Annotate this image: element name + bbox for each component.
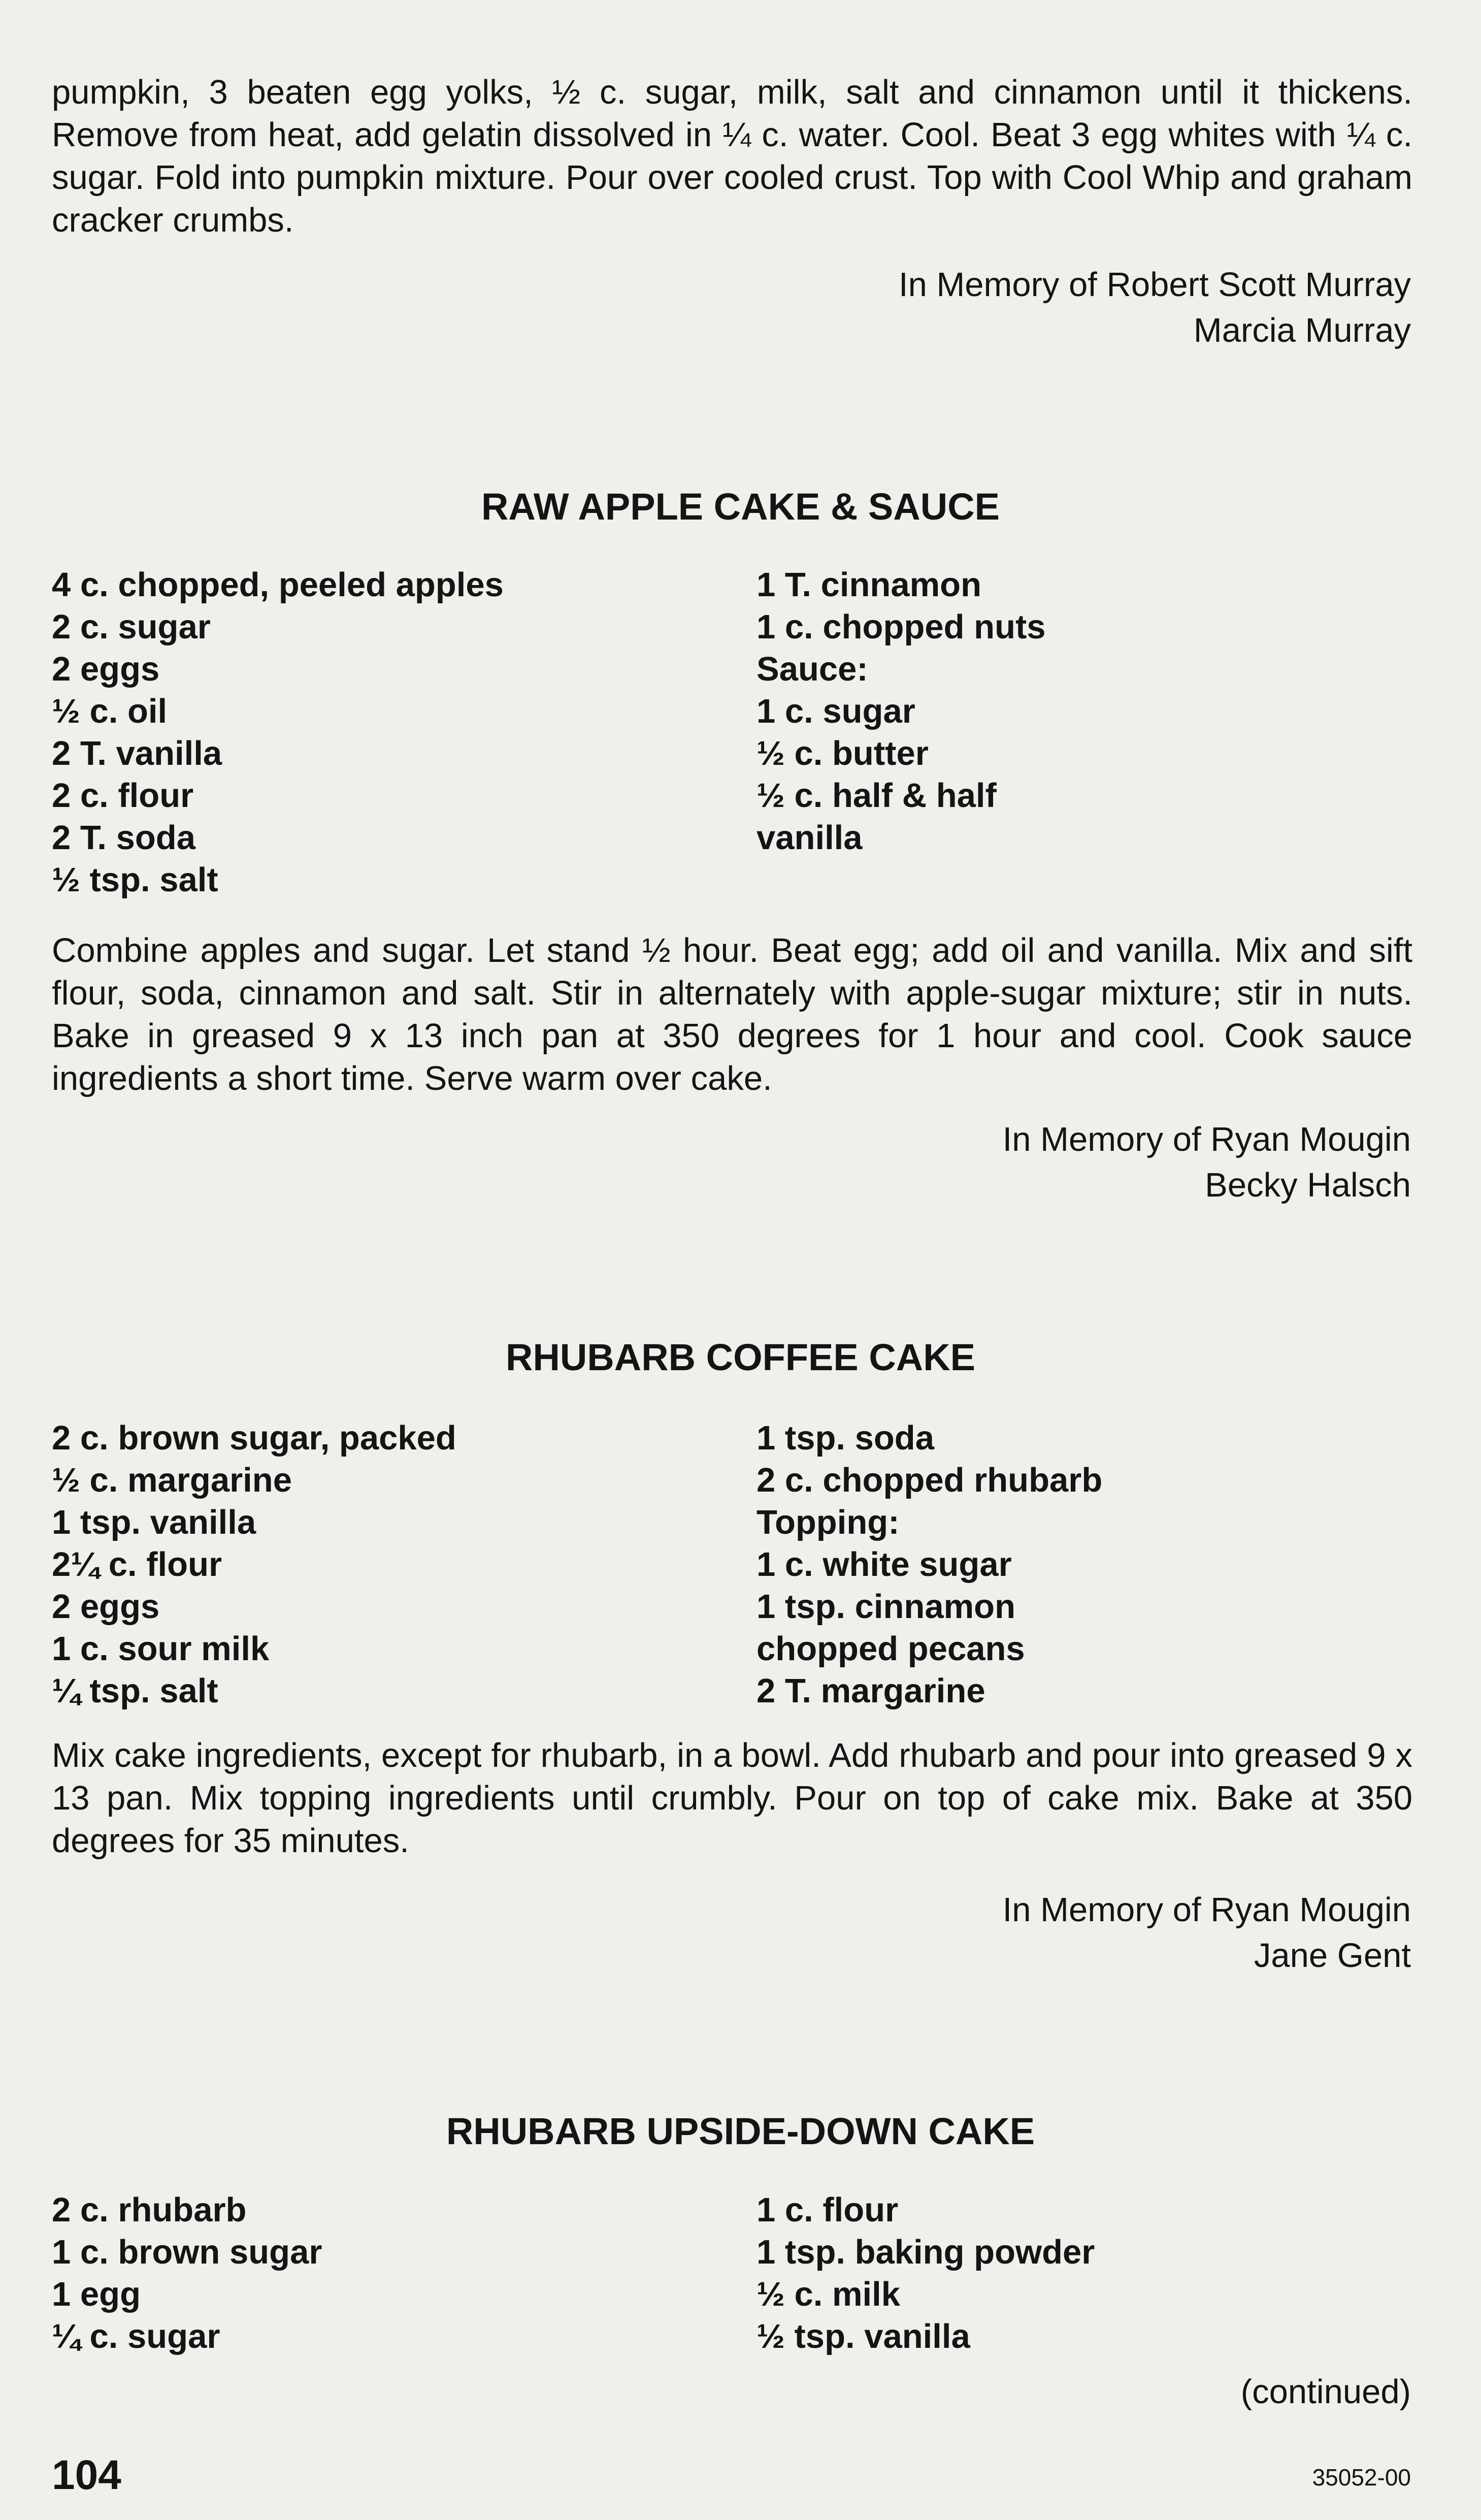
ingredient: ½ c. half & half <box>756 777 997 815</box>
ingredient: 1 tsp. cinnamon <box>756 1588 1016 1626</box>
recipe-title-rhubarb-coffee-cake: RHUBARB COFFEE CAKE <box>506 1336 975 1378</box>
ingredient: 2 c. sugar <box>52 608 211 646</box>
ingredient: 2 eggs <box>52 650 160 688</box>
ingredient: 2 c. brown sugar, packed <box>52 1419 456 1457</box>
author-raw-apple-cake: Becky Halsch <box>1205 1166 1411 1204</box>
instructions-rhubarb-coffee-cake: Mix cake ingredients, except for rhubarb, in a bowl. Add rhubarb and pour into greased 9 x 13 pan. Mix topping ingredients until crumbly. Pour on top of cake mix. Bake at 350 degrees for 35 minutes. <box>52 1736 1412 1860</box>
ingredient: 2 c. rhubarb <box>52 2191 247 2229</box>
ingredient: 1 tsp. baking powder <box>756 2233 1095 2271</box>
ingredient: 1 c. brown sugar <box>52 2233 322 2271</box>
ingredient: 2¼ c. flour <box>52 1545 222 1584</box>
ingredient: 1 c. white sugar <box>756 1545 1012 1584</box>
ingredient: 1 tsp. vanilla <box>52 1503 256 1541</box>
ingredient: 1 tsp. soda <box>756 1419 934 1457</box>
ingredient: ½ c. milk <box>756 2275 901 2313</box>
ingredient: 2 c. flour <box>52 777 194 815</box>
ingredient: Sauce: <box>756 650 868 688</box>
ingredients-right-raw-apple-cake <box>756 564 1046 859</box>
author-rhubarb-coffee-cake: Jane Gent <box>1254 1936 1411 1975</box>
ingredient: 4 c. chopped, peeled apples <box>52 566 504 604</box>
ingredient: ¼ tsp. salt <box>52 1672 218 1710</box>
memory-raw-apple-cake: In Memory of Ryan Mougin <box>1002 1120 1411 1158</box>
print-code: 35052-00 <box>1312 2464 1411 2491</box>
ingredient: 1 c. chopped nuts <box>756 608 1046 646</box>
ingredient: Topping: <box>756 1503 900 1541</box>
instructions-raw-apple-cake: Combine apples and sugar. Let stand ½ hour. Beat egg; add oil and vanilla. Mix and sift flour, soda, cinnamon and salt. Stir in alternately with apple-sugar mixture; stir in nuts. Bake in greased 9 x 13 inch pan at 350 degrees for 1 hour and cool. Cook sauce ingredients a short time. Serve warm over cake. <box>52 931 1412 1097</box>
ingredient: 2 T. soda <box>52 819 195 857</box>
ingredient: 1 c. sour milk <box>52 1630 270 1668</box>
ingredient: ½ c. margarine <box>52 1461 292 1499</box>
ingredient: 1 c. flour <box>756 2191 899 2229</box>
ingredient: 1 egg <box>52 2275 141 2313</box>
ingredients-left-rhubarb-coffee-cake <box>52 1417 456 1712</box>
recipe-title-rhubarb-upside-down-cake: RHUBARB UPSIDE-DOWN CAKE <box>446 2110 1035 2152</box>
intro-author: Marcia Murray <box>1193 311 1411 349</box>
page-number: 104 <box>52 2452 121 2498</box>
ingredient: 2 eggs <box>52 1588 160 1626</box>
ingredient: 1 c. sugar <box>756 692 915 730</box>
memory-rhubarb-coffee-cake: In Memory of Ryan Mougin <box>1002 1891 1411 1929</box>
ingredients-left-raw-apple-cake <box>52 564 504 901</box>
ingredient: 2 c. chopped rhubarb <box>756 1461 1103 1499</box>
ingredient: ¼ c. sugar <box>52 2317 220 2355</box>
ingredients-left-rhubarb-upside-down-cake <box>52 2189 322 2357</box>
ingredient: chopped pecans <box>756 1630 1025 1668</box>
ingredients-right-rhubarb-upside-down-cake <box>756 2189 1095 2357</box>
intro-paragraph: pumpkin, 3 beaten egg yolks, ½ c. sugar, milk, salt and cinnamon until it thickens. Remove from heat, add gelatin dissolved in ¼ c. water. Cool. Beat 3 egg whites with ¼ c. sugar. Fold into pumpkin mixture. Pour over cooled crust. Top with Cool Whip and graham cracker crumbs. <box>52 73 1412 239</box>
intro-memory: In Memory of Robert Scott Murray <box>898 266 1411 304</box>
ingredient: 1 T. cinnamon <box>756 566 982 604</box>
ingredient: ½ tsp. vanilla <box>756 2317 970 2355</box>
recipe-title-raw-apple-cake: RAW APPLE CAKE & SAUCE <box>481 486 1000 528</box>
ingredient: ½ c. oil <box>52 692 168 730</box>
ingredient: 2 T. margarine <box>756 1672 985 1710</box>
continued-note: (continued) <box>1240 2373 1411 2411</box>
ingredient: ½ tsp. salt <box>52 861 218 899</box>
ingredient: ½ c. butter <box>756 734 929 772</box>
ingredient: vanilla <box>756 819 863 857</box>
ingredients-right-rhubarb-coffee-cake <box>756 1417 1102 1712</box>
ingredient: 2 T. vanilla <box>52 734 222 772</box>
